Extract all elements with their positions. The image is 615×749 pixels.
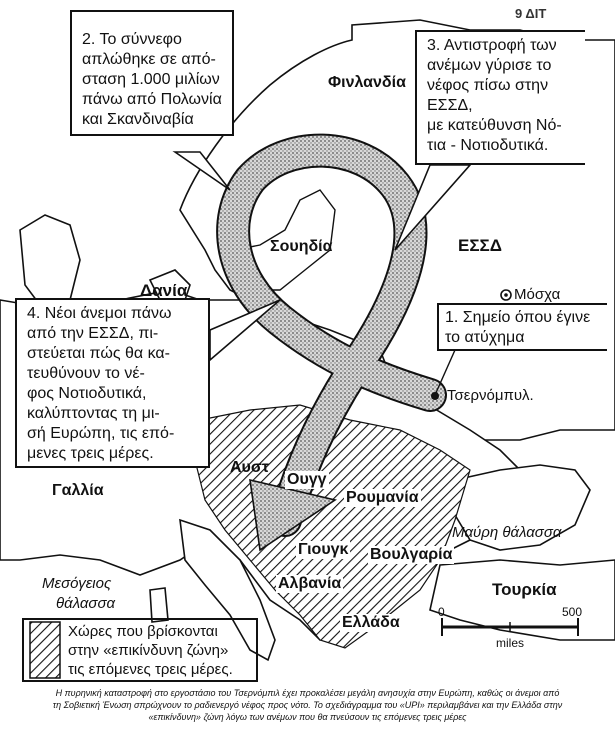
callout-line: τευθύνουν το νέ- xyxy=(27,365,145,382)
label-albania: Αλβανία xyxy=(278,575,342,592)
legend-text xyxy=(68,622,233,679)
callout-line: καλύπτοντας τη μι- xyxy=(27,405,160,422)
label-ussr: ΕΣΣΔ xyxy=(458,236,502,255)
label-denmark: Δανία xyxy=(140,281,188,300)
callout-line: 2. Το σύννεφο xyxy=(82,31,182,48)
label-romania: Ρουμανία xyxy=(346,489,419,506)
caption-line: «επικίνδυνη» ζώνη λόγω των ανέμων που θα πνεύσουν τις επόμενες τρεις μέρες xyxy=(148,712,467,722)
label-hungary: Ουγγ xyxy=(287,471,327,488)
callout-wind-reversal xyxy=(415,30,585,165)
callout-cloud-spread xyxy=(70,10,234,136)
label-mediterranean-1: Μεσόγειος xyxy=(42,575,112,592)
callout-line: 3. Αντιστροφή των xyxy=(427,37,557,54)
scale-unit: miles xyxy=(496,636,525,650)
callout-line: ΕΣΣΔ, xyxy=(427,97,473,114)
callout-line: το ατύχημα xyxy=(445,329,525,346)
label-yugoslavia: Γιουγκ xyxy=(298,541,349,558)
label-austria: Αυστ xyxy=(230,459,269,476)
label-turkey: Τουρκία xyxy=(492,580,557,599)
label-black-sea: Μαύρη θάλασσα xyxy=(452,524,562,541)
label-bulgaria: Βουλγαρία xyxy=(370,546,453,563)
caption-line: τη Σοβιετική Ένωση σπρώχνουν το ραδιενεργό νέφος προς νότο. Το σχεδιάγραμμα του «UPI» περιλαμβάνει και την Ελλάδα στην xyxy=(52,700,563,710)
scale-end: 500 xyxy=(562,605,583,619)
caption-line: Η πυρηνική καταστροφή στο εργοστάσιο του Τσερνόμπιλ έχει προκαλέσει μεγάλη ανησυχία στην Ευρώπη, καθώς οι άνεμοι από xyxy=(55,688,560,698)
callout-line: απλώθηκε σε από- xyxy=(82,51,216,68)
callout-accident-site xyxy=(437,303,607,351)
callout-line: φος Νοτιοδυτικά, xyxy=(27,385,147,402)
label-chernobyl: Τσερνόμπυλ. xyxy=(447,387,534,404)
callout-line: από την ΕΣΣΔ, πι- xyxy=(27,325,159,342)
legend-line: Χώρες που βρίσκονται xyxy=(68,623,218,640)
callout-line: με κατεύθυνση Νό- xyxy=(427,117,562,134)
callout-line: στεύεται πώς θα κα- xyxy=(27,345,170,362)
legend-line: στην «επικίνδυνη ζώνη» xyxy=(68,642,229,659)
callout-line: νέφος πίσω στην xyxy=(427,77,549,94)
scale-start: 0 xyxy=(438,605,445,619)
label-mediterranean-2: θάλασσα xyxy=(56,595,116,612)
label-greece: Ελλάδα xyxy=(342,614,400,631)
top-mark-label: 9 ΔΙΤ xyxy=(515,6,547,21)
callout-line: 1. Σημείο όπου έγινε xyxy=(445,309,591,326)
callout-line: ανέμων γύρισε το xyxy=(427,57,552,74)
chernobyl-dot xyxy=(431,392,439,400)
callout-new-winds xyxy=(15,298,210,468)
legend xyxy=(22,618,258,682)
callout-line: και Σκανδιναβία xyxy=(82,111,194,128)
legend-line: τις επόμενες τρεις μέρες. xyxy=(68,661,233,678)
label-sweden: Σουηδία xyxy=(270,238,333,255)
callout-line: 4. Νέοι άνεμοι πάνω xyxy=(27,305,172,322)
label-finland: Φινλανδία xyxy=(328,74,406,91)
callout-line: πάνω από Πολωνία xyxy=(82,91,222,108)
callout-line: μενες τρεις μέρες. xyxy=(27,445,154,462)
callout-line: σή Ευρώπη, τις επό- xyxy=(27,425,175,442)
label-france: Γαλλία xyxy=(52,482,104,499)
label-moscow: Μόσχα xyxy=(514,286,561,303)
callout-line: τια - Νοτιοδυτικά. xyxy=(427,137,549,154)
callout-line: σταση 1.000 μιλίων xyxy=(82,71,220,88)
caption xyxy=(0,687,615,723)
